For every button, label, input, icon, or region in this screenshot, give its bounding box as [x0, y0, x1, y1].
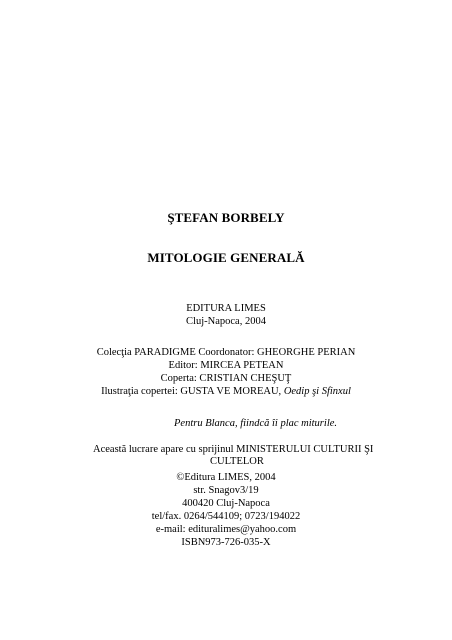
- credits-block: [0, 346, 452, 398]
- publisher-place-year: Cluj-Napoca, 2004: [186, 316, 266, 327]
- author-name: ŞTEFAN BORBELY: [167, 210, 285, 225]
- street-address: str. Snagov3/19: [193, 485, 259, 496]
- publisher-block: [0, 302, 452, 328]
- book-title: MITOLOGIE GENERALĂ: [147, 250, 305, 265]
- isbn: ISBN973-726-035-X: [181, 537, 271, 548]
- postal-address: 400420 Cluj-Napoca: [182, 498, 270, 509]
- support-note-line2: CULTELOR: [210, 456, 264, 467]
- illustration-credit-prefix: Ilustraţia copertei: GUSTA VE MOREAU,: [101, 386, 284, 397]
- support-note-line1: Această lucrare apare cu sprijinul MINISTERULUI CULTURII ŞI: [93, 444, 374, 455]
- illustration-work-title: Oedip şi Sfinxul: [283, 386, 351, 397]
- copyright-line: ©Editura LIMES, 2004: [176, 472, 276, 483]
- illustration-credit: [0, 385, 452, 398]
- email-address: e-mail: edituralimes@yahoo.com: [155, 524, 297, 535]
- cover-credit: Coperta: CRISTIAN CHEŞUŢ: [160, 373, 292, 384]
- imprint-block: [0, 471, 452, 549]
- editor-credit: Editor: MIRCEA PETEAN: [168, 360, 284, 371]
- collection-credit: Colecţia PARADIGME Coordonator: GHEORGHE PERIAN: [96, 347, 356, 358]
- dedication: Pentru Blanca, fiindcă îi plac miturile.: [174, 418, 338, 429]
- publisher-name: EDITURA LIMES: [186, 303, 266, 314]
- phone-fax: tel/fax. 0264/544109; 0723/194022: [151, 511, 301, 522]
